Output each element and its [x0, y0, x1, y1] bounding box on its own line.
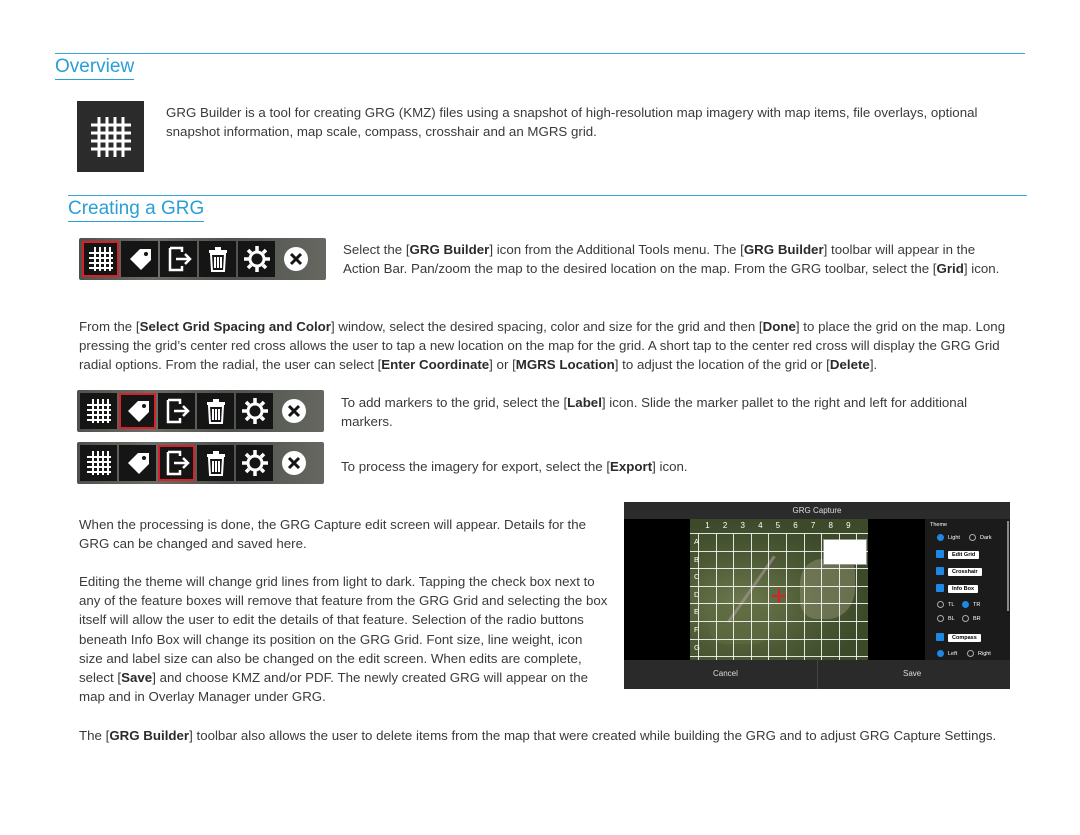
- capture-bottom-bar: [624, 660, 1010, 689]
- label-tool-button[interactable]: [119, 445, 156, 481]
- grid-row-label: A: [694, 537, 700, 546]
- grid-column-label: 2: [722, 521, 728, 530]
- compass-button[interactable]: Compass: [948, 634, 981, 642]
- grid-line: [690, 621, 868, 622]
- paragraph-processing-done: When the processing is done, the GRG Capture edit screen will appear. Details for the GRG can be changed and saved here.: [79, 517, 587, 552]
- close-tool-button[interactable]: [277, 241, 314, 277]
- capture-map: [690, 519, 868, 660]
- grid-line: [804, 533, 805, 660]
- delete-icon: [203, 244, 233, 274]
- grid-line: [751, 533, 752, 660]
- paragraph-export: To process the imagery for export, select the [Export] icon.: [341, 459, 688, 474]
- grid-row-label: G: [694, 642, 700, 652]
- grid-line: [786, 533, 787, 660]
- info-tr-radio[interactable]: [962, 601, 969, 608]
- close-tool-button[interactable]: [275, 445, 312, 481]
- center-red-cross: [772, 589, 786, 603]
- cancel-button[interactable]: Cancel: [713, 669, 738, 678]
- grid-line: [821, 533, 822, 660]
- grid-line: [690, 656, 868, 657]
- close-tool-button[interactable]: [275, 393, 312, 429]
- creating-rule: [68, 195, 1027, 196]
- overview-rule: [55, 53, 1025, 54]
- compass-right-label: Right: [978, 651, 991, 657]
- settings-tool-button[interactable]: [236, 393, 273, 429]
- capture-settings-panel: [925, 519, 1010, 660]
- settings-tool-button[interactable]: [236, 445, 273, 481]
- paragraph-toolbar-delete: The [GRG Builder] toolbar also allows the user to delete items from the map that were created while building the GRG and to adjust GRG Capture Settings.: [79, 728, 997, 743]
- grid-line: [733, 533, 734, 660]
- crosshair-checkbox[interactable]: [936, 567, 944, 575]
- grid-tool-button[interactable]: [80, 393, 117, 429]
- export-icon: [162, 396, 192, 426]
- grid-column-label: 9: [846, 521, 851, 530]
- overview-heading: Overview: [55, 56, 134, 80]
- grid-row-label: D: [694, 589, 700, 599]
- compass-checkbox[interactable]: [936, 633, 944, 641]
- info-tl-radio[interactable]: [937, 601, 944, 608]
- grid-row-label: E: [694, 607, 700, 617]
- grid-line: [690, 533, 868, 534]
- paragraph-add-markers: To add markers to the grid, select the [Label] icon. Slide the marker pallet to the right and left for additional markers.: [341, 395, 968, 430]
- grid-line: [690, 603, 868, 604]
- grid-line: [690, 586, 868, 587]
- grid-line: [690, 551, 868, 552]
- label-icon: [123, 396, 153, 426]
- delete-tool-button[interactable]: [197, 393, 234, 429]
- info-br-radio[interactable]: [962, 615, 969, 622]
- theme-light-label: Light: [948, 535, 960, 541]
- settings-icon: [242, 244, 272, 274]
- grid-icon: [84, 396, 114, 426]
- export-tool-button[interactable]: [158, 445, 195, 481]
- grid-column-label: 8: [828, 521, 833, 530]
- delete-icon: [201, 448, 231, 478]
- grid-line: [690, 639, 868, 640]
- paragraph-editing-theme: Editing the theme will change grid lines from light to dark. Tapping the check box next to any of the feature boxes will remove that feature from the GRG Grid and selecting the box itself will allow the user to edit the details of that feature. Selection of the radio buttons beneath Info Box will change its position on the GRG Grid. Font size, line weight, icon size and label size can also be changed on the edit screen. When edits are complete, select [Save] and choose KMZ and/or PDF. The newly created GRG will appear on the map and in Overlay Manager under GRG.: [79, 574, 608, 705]
- theme-light-radio[interactable]: [937, 534, 944, 541]
- edit-grid-checkbox[interactable]: [936, 550, 944, 558]
- compass-right-radio[interactable]: [967, 650, 974, 657]
- paragraph-select-builder: Select the [GRG Builder] icon from the Additional Tools menu. The [GRG Builder] toolbar will appear in the Action Bar. Pan/zoom the map to the desired location on the map. From the GRG toolbar, select the [Grid] icon.: [343, 242, 1000, 277]
- toolbar-export-selected: [77, 442, 324, 484]
- label-icon: [123, 448, 153, 478]
- settings-icon: [240, 448, 270, 478]
- grid-icon: [86, 244, 116, 274]
- compass-left-radio[interactable]: [937, 650, 944, 657]
- info-box-checkbox[interactable]: [936, 584, 944, 592]
- capture-title: GRG Capture: [624, 502, 1010, 519]
- grid-column-label: 4: [758, 521, 763, 530]
- grid-line: [856, 533, 857, 660]
- delete-tool-button[interactable]: [197, 445, 234, 481]
- grid-row-label: C: [694, 572, 700, 582]
- settings-tool-button[interactable]: [238, 241, 275, 277]
- compass-left-label: Left: [948, 651, 958, 657]
- info-bl-radio[interactable]: [937, 615, 944, 622]
- label-tool-button[interactable]: [119, 393, 156, 429]
- delete-icon: [201, 396, 231, 426]
- info-bl-label: BL: [948, 616, 955, 622]
- grid-icon: [84, 448, 114, 478]
- grid-line: [768, 533, 769, 660]
- paragraph-grid-spacing: From the [Select Grid Spacing and Color] window, select the desired spacing, color and size for the grid and then [Done] to place the grid on the map. Long pressing the grid’s center red cross allows the user to tap a new location on the map for the grid. A short tap to the center red cross will display the GRG Grid radial options. From the radial, the user can select [Enter Coordinate] or [MGRS Location] to adjust the location of the grid or [Delete].: [79, 319, 1006, 373]
- edit-grid-button[interactable]: Edit Grid: [948, 551, 979, 559]
- grid-tool-button[interactable]: [82, 241, 119, 277]
- grid-row-label: F: [694, 625, 699, 634]
- export-icon: [164, 244, 194, 274]
- info-tl-label: TL: [948, 602, 955, 608]
- grid-column-label: 1: [705, 521, 710, 530]
- grid-icon: [87, 113, 135, 161]
- label-tool-button[interactable]: [121, 241, 158, 277]
- grid-column-label: 6: [793, 521, 798, 530]
- save-button[interactable]: Save: [903, 669, 922, 678]
- grid-column-label: 5: [775, 521, 781, 530]
- grg-builder-grid-icon: [77, 101, 144, 172]
- export-tool-button[interactable]: [158, 393, 195, 429]
- close-icon: [279, 448, 309, 478]
- grid-line: [690, 568, 868, 569]
- info-tr-label: TR: [973, 602, 981, 608]
- label-icon: [125, 244, 155, 274]
- creating-heading: Creating a GRG: [68, 198, 204, 222]
- grid-tool-button[interactable]: [80, 445, 117, 481]
- toolbar-grid-selected: [79, 238, 326, 280]
- close-icon: [279, 396, 309, 426]
- info-box-button[interactable]: Info Box: [948, 585, 978, 593]
- theme-dark-label: Dark: [980, 535, 992, 541]
- export-tool-button[interactable]: [160, 241, 197, 277]
- grid-column-label: 7: [810, 521, 816, 530]
- grid-row-label: B: [694, 554, 700, 564]
- info-br-label: BR: [973, 616, 981, 622]
- panel-scrollbar[interactable]: [1007, 521, 1009, 611]
- theme-dark-radio[interactable]: [969, 534, 976, 541]
- overview-text: GRG Builder is a tool for creating GRG (KMZ) files using a snapshot of high-resolution map imagery with map items, file overlays, optional snapshot information, map scale, compass, crosshair and an MGRS grid.: [166, 105, 978, 140]
- export-icon: [162, 448, 192, 478]
- delete-tool-button[interactable]: [199, 241, 236, 277]
- toolbar-label-selected: [77, 390, 324, 432]
- grid-line: [839, 533, 840, 660]
- grid-column-label: 3: [740, 521, 745, 530]
- settings-icon: [240, 396, 270, 426]
- info-box-preview: [823, 539, 867, 565]
- grid-line: [716, 533, 717, 660]
- grg-capture-screenshot: [624, 502, 1010, 689]
- close-icon: [281, 244, 311, 274]
- theme-label: Theme: [930, 522, 948, 528]
- crosshair-button[interactable]: Crosshair: [948, 568, 982, 576]
